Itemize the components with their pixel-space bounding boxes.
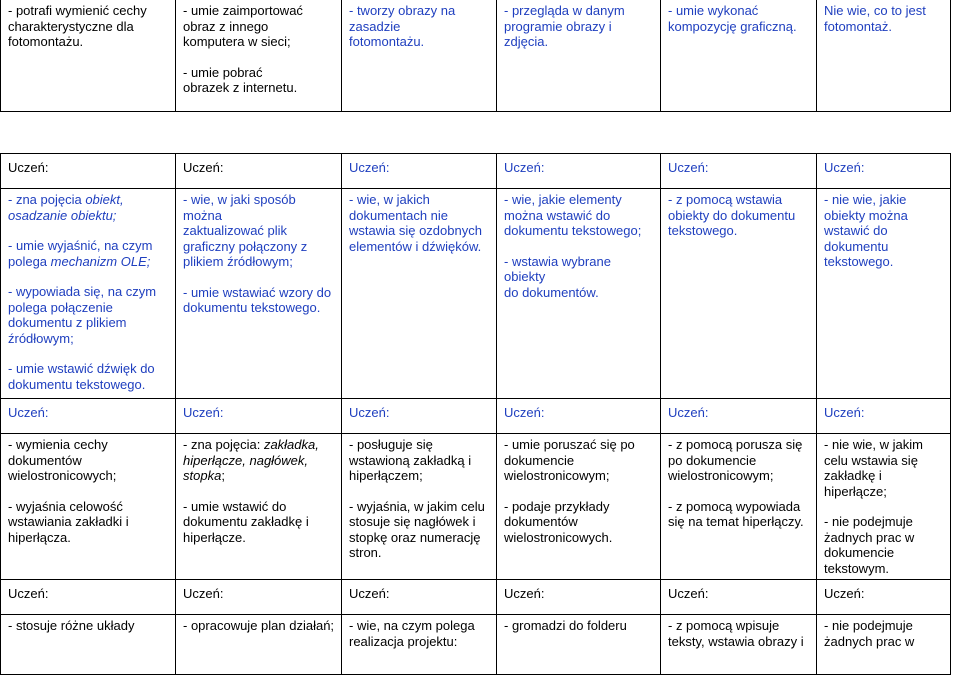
header-cell: Uczeń: — [342, 580, 497, 615]
text-line: - z pomocą wpisuje — [668, 618, 780, 633]
top-cell-4 — [497, 0, 661, 112]
header-cell: Uczeń: — [497, 399, 661, 434]
text-line: wstawiania zakładki i — [8, 514, 129, 529]
text-line: - wyjaśnia, w jakim celu — [349, 498, 485, 514]
top-cell-2 — [176, 0, 342, 112]
content-cell — [342, 189, 497, 399]
text-line: stopka; — [183, 468, 225, 483]
top-requirements-table — [0, 0, 951, 112]
content-cell — [176, 615, 342, 675]
main-requirements-table — [0, 153, 951, 675]
text-line: tekstowym. — [824, 560, 890, 576]
header-cell: Uczeń: — [176, 154, 342, 189]
content-cell — [817, 615, 951, 675]
text-line: - umie wyjaśnić, na czym — [8, 238, 153, 253]
text-line: - zna pojęcia: zakładka, — [183, 437, 319, 452]
text-line: można wstawić do — [504, 207, 611, 223]
header-cell: Uczeń: — [497, 154, 661, 189]
header-cell: Uczeń: — [176, 399, 342, 434]
text-line: - nie podejmuje — [824, 514, 913, 529]
text-line: komputera w sieci; — [183, 34, 291, 49]
text-line: - tworzy obrazy na zasadzie — [349, 3, 456, 34]
content-cell — [1, 434, 176, 580]
text-line: wstawia się ozdobnych — [349, 223, 482, 238]
text-line: dokumentu tekstowego. — [8, 376, 146, 392]
text-line: - wie, na czym polega — [349, 618, 475, 633]
text-line: - stosuje różne układy — [8, 618, 135, 633]
text-line: - wymienia cechy — [8, 437, 108, 452]
content-row-2 — [1, 434, 951, 580]
text-line: elementów i dźwięków. — [349, 238, 482, 254]
content-cell — [176, 189, 342, 399]
text-line: fotomontażu. — [349, 34, 425, 49]
text-line: dokumencie — [504, 452, 575, 468]
text-line: dokumentach nie — [349, 207, 449, 223]
text-line: - przegląda w danym — [504, 3, 625, 18]
text-line: po dokumencie — [668, 452, 757, 468]
text-line: polega połączenie — [8, 299, 113, 315]
text-line: - z pomocą porusza się — [668, 437, 803, 452]
text-line: zakładkę i hiperłącze; — [824, 468, 887, 499]
text-line: obiekty można — [824, 207, 908, 223]
header-cell: Uczeń: — [342, 154, 497, 189]
text-line: - wie, jakie elementy — [504, 192, 622, 207]
content-cell — [497, 615, 661, 675]
header-cell: Uczeń: — [497, 580, 661, 615]
header-cell: Uczeń: — [817, 580, 951, 615]
content-cell — [497, 434, 661, 580]
header-cell: Uczeń: — [817, 154, 951, 189]
text-line: dokumentu tekstowego; — [504, 223, 642, 238]
text-line: wielostronicowym; — [668, 468, 774, 483]
text-line: obraz z innego — [183, 18, 269, 34]
text-line: hiperłącze, nagłówek, — [183, 452, 309, 468]
text-line: dokumencie — [824, 545, 895, 560]
text-line: źródłowym; — [8, 330, 74, 346]
content-cell — [817, 189, 951, 399]
text-line: hiperłącze. — [183, 529, 246, 545]
text-line: - umie poruszać się po — [504, 437, 635, 452]
header-row — [1, 580, 951, 615]
text-line: polega mechanizm OLE; — [8, 253, 151, 269]
text-line: zaktualizować plik — [183, 223, 288, 238]
text-line: - wie, w jakich — [349, 192, 430, 207]
top-cell-1 — [1, 0, 176, 112]
text-line: się na temat hiperłączy. — [668, 514, 804, 529]
text-line: osadzanie obiektu; — [8, 207, 117, 223]
text-line: charakterystyczne dla — [8, 18, 134, 34]
top-cell-5 — [661, 0, 817, 112]
content-cell — [1, 189, 176, 399]
text-line: wstawić do — [824, 223, 888, 238]
text-line: - nie wie, jakie — [824, 192, 907, 207]
text-line: realizacja projektu: — [349, 633, 458, 649]
text-line: Nie wie, co to jest — [824, 3, 926, 18]
header-cell: Uczeń: — [1, 154, 176, 189]
text-line: - z pomocą wypowiada — [668, 498, 801, 514]
text-line: dokumentu — [824, 238, 889, 254]
text-line: tekstowego. — [668, 223, 738, 238]
text-line: kompozycję graficzną. — [668, 18, 797, 34]
text-line: - opracowuje plan działań; — [183, 618, 335, 633]
text-line: stosuje się nagłówek i — [349, 514, 476, 529]
text-line: - nie wie, w jakim — [824, 437, 923, 452]
text-line: dokumentów — [8, 452, 82, 468]
header-cell: Uczeń: — [817, 399, 951, 434]
text-line: graficzny połączony z — [183, 238, 308, 254]
content-cell — [661, 434, 817, 580]
text-line: teksty, wstawia obrazy i — [668, 633, 804, 649]
header-row — [1, 154, 951, 189]
text-line: - umie wstawić dźwięk do — [8, 361, 155, 376]
text-line: hiperłącza. — [8, 529, 71, 545]
text-line: wielostronicowym; — [504, 468, 610, 483]
text-line: dokumentów — [504, 514, 578, 529]
text-line: fotomontażu. — [8, 34, 84, 49]
header-row — [1, 399, 951, 434]
text-line: - nie podejmuje — [824, 618, 913, 633]
content-cell — [342, 615, 497, 675]
content-row-3 — [1, 615, 951, 675]
header-cell: Uczeń: — [342, 399, 497, 434]
text-line: obrazek z internetu. — [183, 80, 298, 95]
text-line: wstawioną zakładką i — [349, 452, 472, 468]
text-line: - umie wykonać — [668, 3, 759, 18]
text-line: - wyjaśnia celowość — [8, 498, 123, 514]
text-line: - wypowiada się, na czym — [8, 284, 157, 299]
text-line: - umie zaimportować — [183, 3, 303, 18]
text-line: obiekty do dokumentu — [668, 207, 796, 223]
content-cell — [817, 434, 951, 580]
text-line: do dokumentów. — [504, 284, 599, 300]
text-line: stopkę oraz numerację — [349, 529, 481, 545]
top-cell-6 — [817, 0, 951, 112]
content-cell — [497, 189, 661, 399]
top-cell-3 — [342, 0, 497, 112]
text-line: - posługuje się — [349, 437, 433, 452]
text-line: - podaje przykłady — [504, 498, 610, 514]
header-cell: Uczeń: — [661, 580, 817, 615]
text-line: plikiem źródłowym; — [183, 254, 293, 269]
text-line: celu wstawia się — [824, 452, 918, 468]
header-cell: Uczeń: — [661, 399, 817, 434]
text-line: - gromadzi do folderu — [504, 618, 627, 633]
text-line: programie obrazy i — [504, 18, 612, 34]
header-cell: Uczeń: — [1, 580, 176, 615]
text-line: - potrafi wymienić cechy — [8, 3, 147, 18]
text-line: żadnych prac w — [824, 529, 915, 545]
text-line: fotomontaż. — [824, 18, 892, 34]
text-line: stron. — [349, 545, 382, 560]
text-line: - wie, w jaki sposób można — [183, 192, 296, 223]
text-line: - z pomocą wstawia — [668, 192, 783, 207]
header-cell: Uczeń: — [1, 399, 176, 434]
text-line: - zna pojęcia obiekt, — [8, 192, 124, 207]
text-line: zdjęcia. — [504, 34, 549, 49]
text-line: hiperłączem; — [349, 468, 423, 483]
text-line: dokumentu z plikiem — [8, 315, 127, 330]
header-cell: Uczeń: — [661, 154, 817, 189]
content-cell — [661, 615, 817, 675]
text-line: - umie wstawić do — [183, 498, 287, 514]
content-cell — [661, 189, 817, 399]
content-cell — [176, 434, 342, 580]
text-line: dokumentu tekstowego. — [183, 300, 321, 315]
text-line: żadnych prac w — [824, 633, 915, 649]
text-line: - wstawia wybrane obiekty — [504, 253, 611, 284]
text-line: - umie pobrać — [183, 64, 263, 80]
text-line: wielostronicowych. — [504, 529, 613, 545]
text-line: dokumentu zakładkę i — [183, 514, 309, 529]
content-cell — [342, 434, 497, 580]
content-row-1 — [1, 189, 951, 399]
text-line: tekstowego. — [824, 254, 894, 269]
text-line: wielostronicowych; — [8, 468, 117, 483]
header-cell: Uczeń: — [176, 580, 342, 615]
text-line: - umie wstawiać wzory do — [183, 284, 332, 300]
content-cell — [1, 615, 176, 675]
